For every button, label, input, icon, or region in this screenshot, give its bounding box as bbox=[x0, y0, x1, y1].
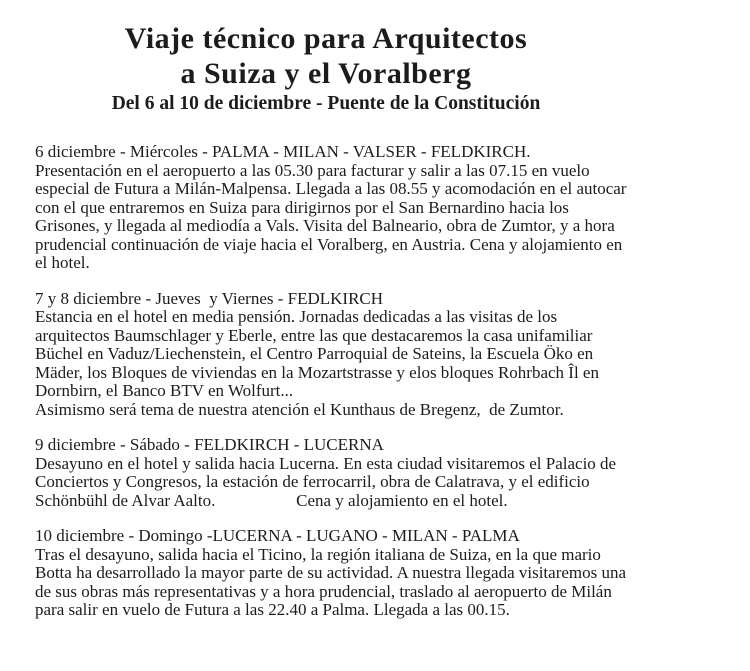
day-text-line: especial de Futura a Milán-Malpensa. Llegada a las 08.55 y acomodación en el autocar bbox=[35, 179, 627, 198]
day-text-line: prudencial continuación de viaje hacia el Voralberg, en Austria. Cena y alojamiento en bbox=[35, 234, 623, 254]
itinerary-body bbox=[35, 143, 750, 620]
day-text-line: Desayuno en el hotel y salida hacia Lucerna. En esta ciudad visitaremos el Palacio de bbox=[35, 453, 617, 473]
day-text-line: para salir en vuelo de Futura a las 22.40 a Palma. Llegada a las 00.15. bbox=[35, 600, 510, 619]
day-heading: 6 diciembre - Miércoles - PALMA - MILAN - VALSER - FELDKIRCH. bbox=[35, 142, 531, 161]
day-text-line: con el que entraremos en Suiza para dirigirnos por el San Bernardino hacia los bbox=[35, 197, 569, 217]
day-text-line: Mäder, los Bloques de viviendas en la Mozartstrasse y elos bloques Rohrbach Îl en bbox=[35, 362, 599, 382]
day-text-line: Büchel en Vaduz/Liechenstein, el Centro Parroquial de Sateins, la Escuela Öko en bbox=[35, 344, 594, 363]
day-text-line: Grisones, y llegada al mediodía a Vals. Visita del Balneario, obra de Zumtor, y a hora bbox=[35, 216, 615, 235]
itinerary-day-6-december bbox=[35, 143, 750, 273]
day-text-line: el hotel. bbox=[35, 253, 90, 272]
day-text-line: Estancia en el hotel en media pensión. Jornadas dedicadas a las visitas de los bbox=[35, 307, 558, 326]
day-heading: 9 diciembre - Sábado - FELDKIRCH - LUCERNA bbox=[35, 435, 384, 454]
day-text-line: Asimismo será tema de nuestra atención el Kunthaus de Bregenz, de Zumtor. bbox=[35, 399, 564, 419]
document-header bbox=[35, 21, 617, 117]
document-title-line-2: a Suiza y el Voralberg bbox=[180, 57, 472, 90]
day-text-line: Conciertos y Congresos, la estación de ferrocarril, obra de Calatrava, y el edificio bbox=[35, 472, 590, 491]
day-text-line: Tras el desayuno, salida hacia el Ticino, la región italiana de Suiza, en la que mario bbox=[35, 544, 601, 564]
day-text-line: Dornbirn, el Banco BTV en Wolfurt... bbox=[35, 381, 294, 400]
day-text-line: Botta ha desarrollado la mayor parte de su actividad. A nuestra llegada visitaremos una bbox=[35, 563, 627, 582]
day-text-line: de sus obras más representativas y a hora prudencial, traslado al aeropuerto de Milán bbox=[35, 581, 612, 601]
day-heading: 10 diciembre - Domingo -LUCERNA - LUGANO - MILAN - PALMA bbox=[35, 526, 520, 545]
day-heading: 7 y 8 diciembre - Jueves y Viernes - FEDLKIRCH bbox=[35, 288, 384, 308]
document-title-line-1: Viaje técnico para Arquitectos bbox=[124, 22, 528, 55]
document-subtitle: Del 6 al 10 de diciembre - Puente de la Constitución bbox=[111, 93, 541, 114]
day-text-line: Schönbühl de Alvar Aalto. Cena y alojamiento en el hotel. bbox=[35, 490, 508, 510]
itinerary-day-7-8-december bbox=[35, 290, 750, 420]
day-text-line: Presentación en el aeropuerto a las 05.30 para facturar y salir a las 07.15 en vuelo bbox=[35, 160, 590, 180]
day-text-line: arquitectos Baumschlager y Eberle, entre las que destacaremos la casa unifamiliar bbox=[35, 325, 593, 345]
itinerary-day-9-december bbox=[35, 436, 750, 510]
itinerary-day-10-december bbox=[35, 527, 750, 620]
